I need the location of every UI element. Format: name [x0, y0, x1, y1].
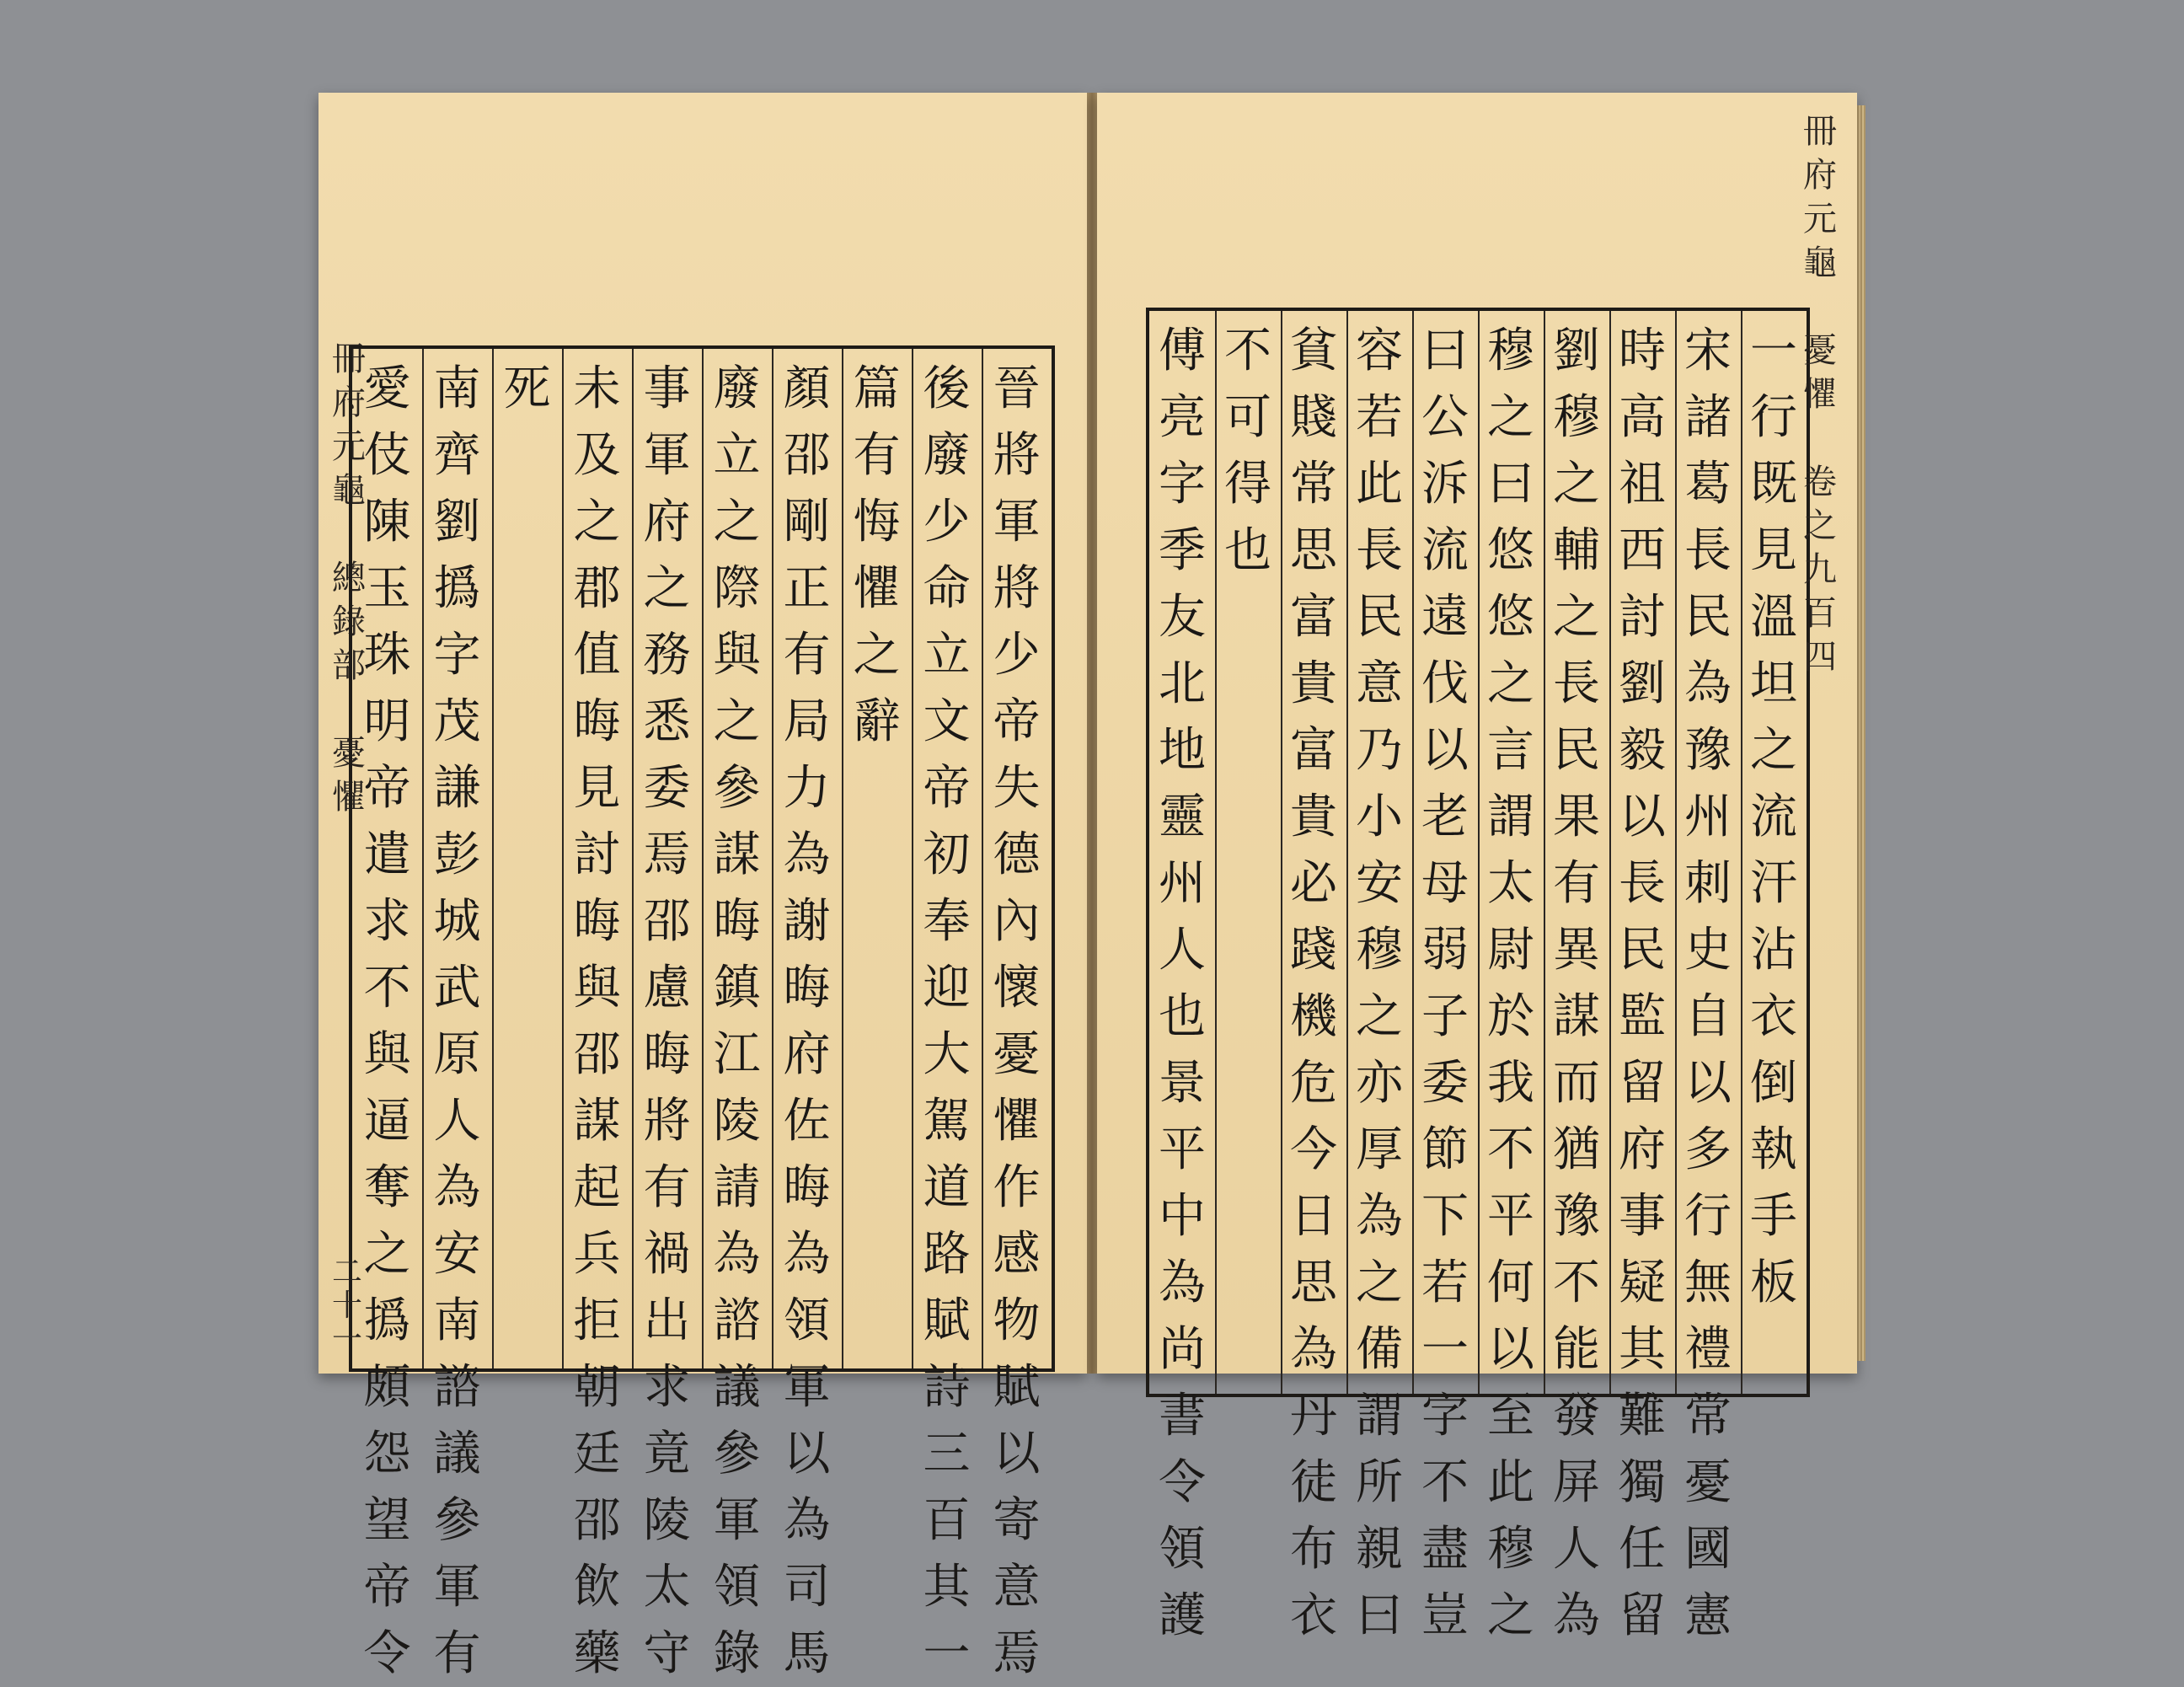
left-text-column: 晉 將 軍 將 少 帝 失 德 內 懷 憂 懼 作 感 物 賦 以 寄 意 焉 [993, 362, 1041, 1681]
column-rule [702, 349, 704, 1368]
right-text-column: 不 可 得 也 [1224, 324, 1271, 578]
right-text-column: 曰 公 泝 流 遠 伐 以 老 母 弱 子 委 節 下 若 一 字 不 盡 豈 [1421, 324, 1469, 1643]
column-rule [492, 349, 494, 1368]
left-text-column: 死 [503, 362, 551, 416]
column-rule [772, 349, 774, 1368]
left-text-column: 廢 立 之 際 與 之 參 謀 晦 鎮 江 陵 請 為 諮 議 參 軍 領 錄 [713, 362, 761, 1681]
left-text-column: 事 軍 府 之 務 悉 委 焉 邵 慮 晦 將 有 禍 出 求 竟 陵 太 守 [643, 362, 691, 1681]
column-rule [1412, 311, 1414, 1394]
left-text-column: 未 及 之 郡 值 晦 見 討 晦 與 邵 謀 起 兵 拒 朝 廷 邵 飲 藥 [573, 362, 621, 1681]
left-text-column: 南 齊 劉 撝 字 茂 謙 彭 城 武 原 人 為 安 南 諮 議 參 軍 有 [433, 362, 481, 1681]
column-rule [842, 349, 843, 1368]
right-text-column: 貧 賤 常 思 富 貴 富 貴 必 踐 機 危 今 日 思 為 丹 徒 布 衣 [1290, 324, 1337, 1643]
right-text-column: 宋 諸 葛 長 民 為 豫 州 刺 史 自 以 多 行 無 禮 常 憂 國 憲 [1684, 324, 1732, 1643]
column-rule [1281, 311, 1282, 1394]
right-page [1097, 93, 1857, 1643]
right-text-frame [1146, 308, 1810, 1643]
column-rule [1609, 311, 1611, 1394]
page-number: 二十一 [331, 1255, 362, 1357]
column-rule [1346, 311, 1348, 1394]
left-text-frame [349, 345, 1055, 1681]
right-text-column: 時 高 祖 西 討 劉 毅 以 長 民 監 留 府 事 疑 其 難 獨 任 留 [1619, 324, 1666, 1643]
column-rule [1478, 311, 1480, 1394]
column-rule [562, 349, 564, 1368]
right-text-column: 容 若 此 長 民 意 乃 小 安 穆 之 亦 厚 為 之 備 謂 所 親 曰 [1356, 324, 1403, 1643]
left-margin-title: 冊 府 元 龜 總 錄 部 憂 懼 [332, 340, 366, 817]
left-text-column: 後 廢 少 命 立 文 帝 初 奉 迎 大 駕 道 路 賦 詩 三 百 其 一 [923, 362, 971, 1681]
left-text-column: 篇 有 悔 懼 之 辭 [853, 362, 901, 749]
column-rule [1675, 311, 1677, 1394]
column-rule [1544, 311, 1545, 1394]
column-rule [422, 349, 424, 1368]
right-text-column: 傅 亮 字 季 友 北 地 靈 州 人 也 景 平 中 為 尚 書 令 領 護 [1159, 324, 1206, 1643]
left-text-column: 顏 邵 剛 正 有 局 力 為 謝 晦 府 佐 晦 為 領 軍 以 為 司 馬 [783, 362, 831, 1681]
column-rule [1741, 311, 1742, 1394]
column-rule [1215, 311, 1217, 1394]
right-text-column: 穆 之 曰 悠 悠 之 言 謂 太 尉 於 我 不 平 何 以 至 此 穆 之 [1487, 324, 1534, 1643]
column-rule [982, 349, 983, 1368]
left-page [318, 93, 1087, 1681]
right-margin-title: 冊 府 元 龜 憂 懼 卷 之 九 百 四 [1803, 112, 1837, 677]
column-rule [632, 349, 634, 1368]
left-text-column: 愛 伎 陳 玉 珠 明 帝 遣 求 不 與 逼 奪 之 撝 頗 怨 望 帝 令 [363, 362, 411, 1681]
right-text-column: 一 行 既 見 溫 坦 之 流 汗 沾 衣 倒 執 手 板 [1750, 324, 1797, 1310]
right-text-column: 劉 穆 之 輔 之 長 民 果 有 異 謀 而 猶 豫 不 能 發 屏 人 為 [1553, 324, 1600, 1643]
column-rule [912, 349, 913, 1368]
